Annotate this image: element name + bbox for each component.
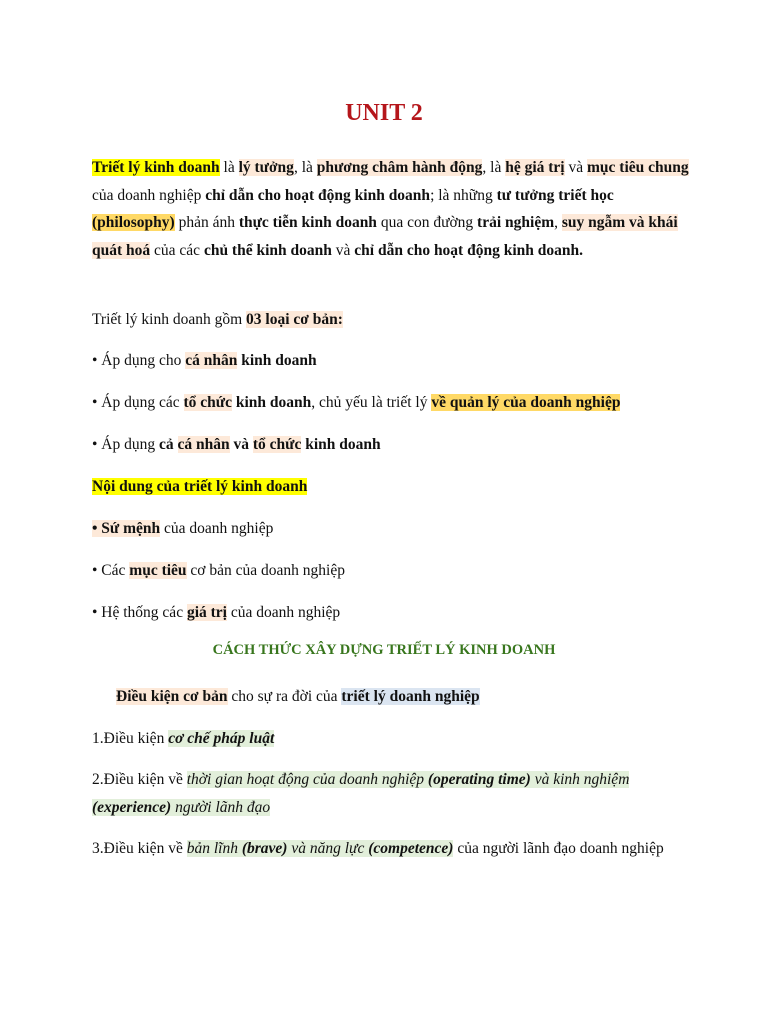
condition-3 xyxy=(92,835,682,863)
text-run: 03 loại cơ bản: xyxy=(246,311,343,328)
text-run: và xyxy=(564,159,587,176)
text-run: cá nhân xyxy=(177,436,230,453)
content-values xyxy=(92,599,692,627)
text-run: cả xyxy=(159,436,174,453)
text-run: (philosophy) xyxy=(92,214,175,231)
text-run: Nội dung của triết lý kinh doanh xyxy=(92,478,308,495)
text-run: , là xyxy=(293,159,317,176)
text-run: cho sự ra đời của xyxy=(227,688,342,705)
text-run: bản lĩnh xyxy=(186,840,242,857)
text-run: của các xyxy=(150,241,204,259)
text-run: • Áp dụng xyxy=(92,436,159,453)
text-run: thời gian hoạt động của doanh nghiệp xyxy=(186,771,428,788)
text-run: , xyxy=(554,214,558,231)
text-run: giá trị xyxy=(186,604,227,621)
content-goals xyxy=(92,557,692,585)
text-run: lý tưởng xyxy=(238,159,294,176)
text-run: thực tiễn kinh doanh xyxy=(238,214,377,231)
bullet-both xyxy=(92,431,692,459)
text-run: , chủ yếu là triết lý xyxy=(311,394,432,411)
text-run: chủ thể kinh doanh xyxy=(203,241,332,259)
text-run: tổ chức xyxy=(252,436,302,453)
section-heading: CÁCH THỨC XÂY DỰNG TRIẾT LÝ KINH DOANH xyxy=(212,642,556,658)
text-run: Triết lý kinh doanh xyxy=(92,159,220,176)
text-run: của doanh nghiệp xyxy=(92,186,206,204)
text-run: • Hệ thống các xyxy=(92,604,187,621)
text-run: cơ chế pháp luật xyxy=(168,730,275,747)
text-run: (competence) xyxy=(368,840,454,857)
text-run: Triết lý kinh doanh gồm xyxy=(92,311,247,328)
text-run: và xyxy=(229,436,253,453)
condition-intro xyxy=(116,683,716,711)
bullet-individual xyxy=(92,347,692,375)
text-run: (experience) xyxy=(92,798,172,816)
content-mission xyxy=(92,515,692,543)
text-run: và kinh nghiệm xyxy=(530,771,630,788)
text-run: 3.Điều kiện về xyxy=(92,840,187,857)
text-run: kinh doanh xyxy=(231,394,312,411)
text-run: của doanh nghiệp xyxy=(160,520,274,537)
page-title: UNIT 2 xyxy=(345,100,423,126)
text-run: kinh doanh xyxy=(237,352,317,369)
text-run: • Áp dụng cho xyxy=(92,352,186,369)
text-run: , là xyxy=(482,159,506,176)
text-run: phản ánh xyxy=(174,214,239,231)
text-run: chỉ dẫn cho hoạt động kinh doanh xyxy=(205,186,431,204)
text-run: người lãnh đạo xyxy=(171,798,271,816)
text-run: về quản lý của doanh nghiệp xyxy=(431,394,621,411)
text-run: phương châm hành động xyxy=(316,159,483,176)
types-line xyxy=(92,306,692,334)
text-run: chỉ dẫn cho hoạt động kinh doanh. xyxy=(354,241,583,259)
text-run: trải nghiệm xyxy=(477,214,555,231)
text-run: suy ngẫm và khái quát hoá xyxy=(92,214,678,259)
text-run: ; là những xyxy=(430,186,497,204)
text-run: • Sứ mệnh xyxy=(92,520,161,537)
content-heading xyxy=(92,473,692,501)
text-run: của doanh nghiệp xyxy=(226,604,341,621)
text-run: Điều kiện cơ bản xyxy=(116,688,228,705)
text-run: mục tiêu chung xyxy=(587,159,689,176)
condition-1 xyxy=(92,725,692,753)
text-run: qua con đường xyxy=(376,214,478,231)
text-run: của người lãnh đạo doanh nghiệp xyxy=(453,840,664,857)
text-run: (operating time) xyxy=(427,771,531,788)
text-run: tổ chức xyxy=(183,394,232,411)
intro-paragraph xyxy=(92,154,692,264)
text-run: (brave) xyxy=(241,840,288,857)
text-run: là xyxy=(219,159,239,176)
text-run: • Áp dụng các xyxy=(92,394,184,411)
text-run xyxy=(174,436,178,453)
text-run: • Các xyxy=(92,562,130,579)
condition-2 xyxy=(92,766,652,821)
text-run: tư tưởng triết học xyxy=(496,186,614,204)
text-run: hệ giá trị xyxy=(505,159,565,176)
text-run: mục tiêu xyxy=(129,562,187,579)
text-run: 1.Điều kiện xyxy=(92,730,169,747)
text-run: và năng lực xyxy=(287,840,369,857)
text-run: triết lý doanh nghiệp xyxy=(341,688,480,705)
text-run: cơ bản của doanh nghiệp xyxy=(186,562,345,579)
text-run: kinh doanh xyxy=(301,436,381,453)
text-run: và xyxy=(331,241,355,259)
text-run: cá nhân xyxy=(185,352,238,369)
bullet-organization xyxy=(92,389,722,417)
text-run: 2.Điều kiện về xyxy=(92,771,187,788)
